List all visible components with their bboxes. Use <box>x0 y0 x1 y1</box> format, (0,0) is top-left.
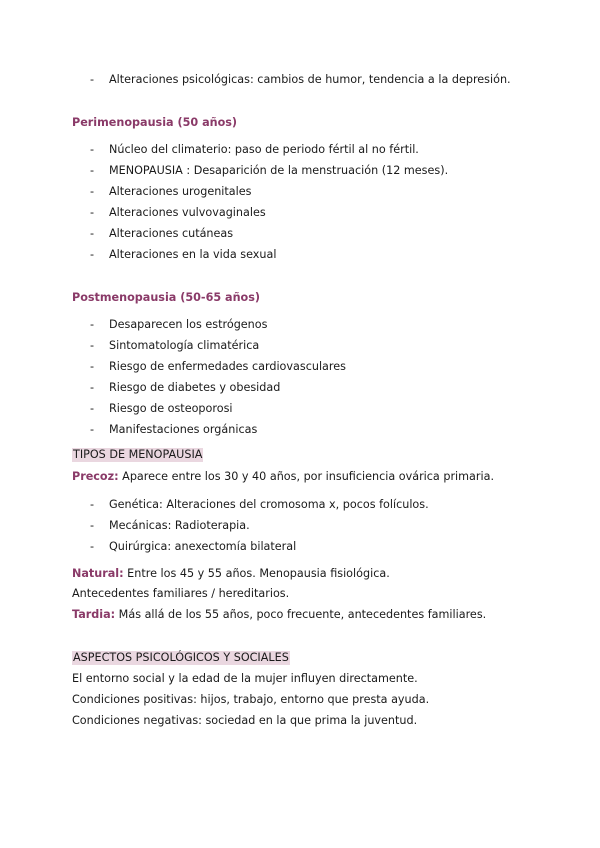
list-item: Alteraciones en la vida sexual <box>109 248 277 261</box>
tardia-paragraph <box>72 608 486 622</box>
list-item: Riesgo de diabetes y obesidad <box>109 381 281 394</box>
bullet-marker: - <box>90 402 95 415</box>
natural-label: Natural: <box>72 567 124 580</box>
list-item: Alteraciones urogenitales <box>109 185 252 198</box>
list-item: Mecánicas: Radioterapia. <box>109 519 250 532</box>
bullet-marker: - <box>90 248 95 261</box>
bullet-marker: - <box>90 498 95 511</box>
section-heading-postmenopausia: Postmenopausia (50-65 años) <box>72 291 261 304</box>
bullet-marker: - <box>90 206 95 219</box>
section-heading-aspectos: ASPECTOS PSICOLÓGICOS Y SOCIALES <box>73 651 289 664</box>
precoz-text: Aparece entre los 30 y 40 años, por insuficiencia ovárica primaria. <box>118 470 495 483</box>
list-item: Riesgo de osteoporosi <box>109 402 233 415</box>
tardia-text: Más allá de los 55 años, poco frecuente, antecedentes familiares. <box>115 608 487 621</box>
antecedentes-line: Antecedentes familiares / hereditarios. <box>72 587 290 600</box>
bullet-marker: - <box>90 519 95 532</box>
natural-text: Entre los 45 y 55 años. Menopausia fisiológica. <box>123 567 390 580</box>
bullet-marker: - <box>90 73 95 86</box>
list-item: Alteraciones vulvovaginales <box>109 206 266 219</box>
section-heading-tipos: TIPOS DE MENOPAUSIA <box>73 448 203 461</box>
list-item: Alteraciones cutáneas <box>109 227 234 240</box>
list-item: MENOPAUSIA : Desaparición de la menstruación (12 meses). <box>109 164 449 177</box>
bullet-marker: - <box>90 227 95 240</box>
list-item: Núcleo del climaterio: paso de periodo fértil al no fértil. <box>109 143 419 156</box>
precoz-paragraph <box>72 470 494 484</box>
bullet-marker: - <box>90 185 95 198</box>
bullet-marker: - <box>90 381 95 394</box>
bullet-marker: - <box>90 318 95 331</box>
paragraph-line: El entorno social y la edad de la mujer influyen directamente. <box>72 672 418 685</box>
list-item: Riesgo de enfermedades cardiovasculares <box>109 360 346 373</box>
list-item: Sintomatología climatérica <box>109 339 260 352</box>
precoz-label: Precoz: <box>72 470 119 483</box>
bullet-marker: - <box>90 540 95 553</box>
list-item: Quirúrgica: anexectomía bilateral <box>109 540 297 553</box>
paragraph-line: Condiciones positivas: hijos, trabajo, entorno que presta ayuda. <box>72 693 430 706</box>
natural-paragraph <box>72 567 390 581</box>
list-item: Manifestaciones orgánicas <box>109 423 258 436</box>
bullet-marker: - <box>90 423 95 436</box>
bullet-marker: - <box>90 360 95 373</box>
paragraph-line: Condiciones negativas: sociedad en la que prima la juventud. <box>72 714 418 727</box>
list-item: Alteraciones psicológicas: cambios de humor, tendencia a la depresión. <box>109 73 511 86</box>
section-heading-perimenopausia: Perimenopausia (50 años) <box>72 116 238 129</box>
bullet-marker: - <box>90 164 95 177</box>
list-item: Desaparecen los estrógenos <box>109 318 268 331</box>
bullet-marker: - <box>90 143 95 156</box>
list-item: Genética: Alteraciones del cromosoma x, pocos folículos. <box>109 498 429 511</box>
bullet-marker: - <box>90 339 95 352</box>
tardia-label: Tardia: <box>72 608 116 621</box>
